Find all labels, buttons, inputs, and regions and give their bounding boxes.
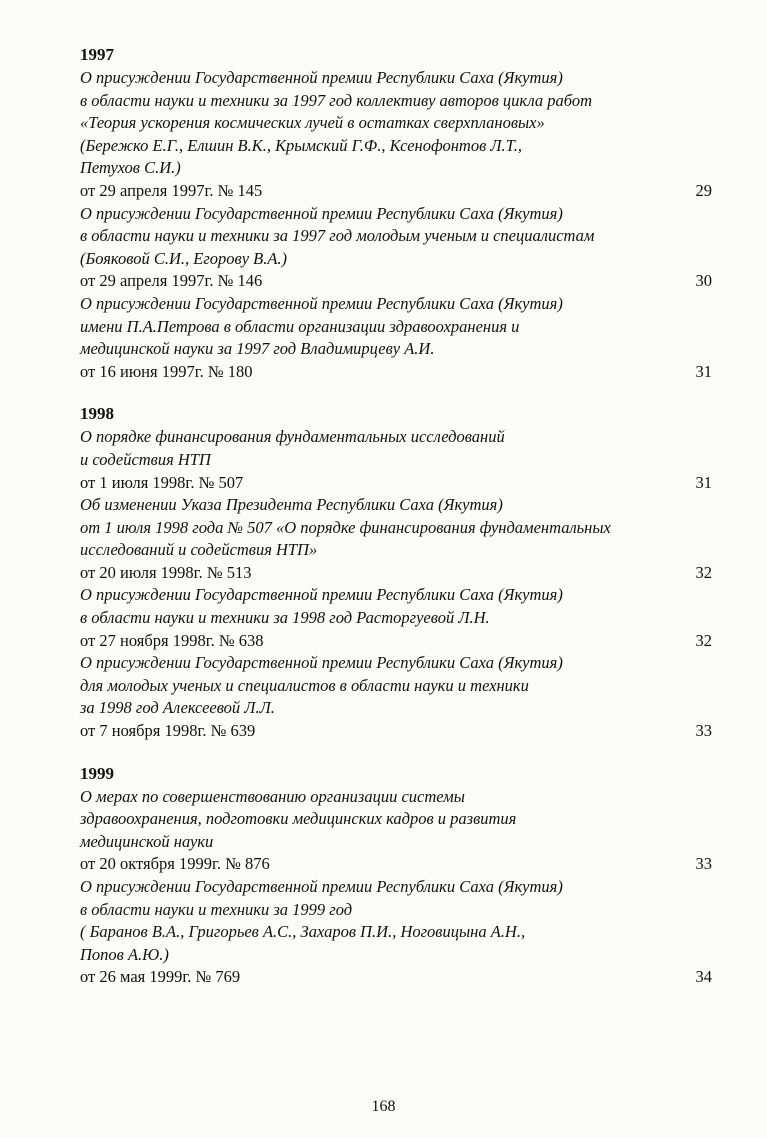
decree-reference xyxy=(80,562,712,585)
decree-reference xyxy=(80,472,712,495)
year-heading: 1999 xyxy=(80,763,114,783)
decree-title-line: медицинской науки xyxy=(80,831,214,851)
decree-title-line: О присуждении Государственной премии Республики Саха (Якутия) xyxy=(80,293,563,313)
decree-entry xyxy=(80,786,712,876)
decree-date-number: от 29 апреля 1997г. № 145 xyxy=(80,180,263,200)
page-number: 168 xyxy=(371,1098,396,1115)
decree-title-line: Петухов С.И.) xyxy=(80,158,181,178)
decree-entry xyxy=(80,494,712,584)
year-section xyxy=(80,44,712,383)
decree-reference xyxy=(80,966,712,989)
page-reference: 32 xyxy=(695,630,712,650)
decree-title-line: Об изменении Указа Президента Республики Саха (Якутия) xyxy=(80,495,503,515)
decree-title xyxy=(80,652,712,720)
decree-title xyxy=(80,293,712,361)
decree-reference xyxy=(80,630,712,653)
decree-title-line: от 1 июля 1998 года № 507 «О порядке финансирования фундаментальных xyxy=(80,517,611,537)
page-reference: 30 xyxy=(695,271,712,291)
decree-title-line: О присуждении Государственной премии Республики Саха (Якутия) xyxy=(80,68,563,87)
decree-title-line: Попов А.Ю.) xyxy=(80,944,169,964)
decree-title-line: в области науки и техники за 1997 год молодым ученым и специалистам xyxy=(80,226,595,246)
decree-title-line: О порядке финансирования фундаментальных исследований xyxy=(80,427,505,447)
page-reference: 31 xyxy=(695,361,712,381)
decree-title xyxy=(80,786,712,854)
page-reference: 34 xyxy=(695,967,712,987)
decree-title xyxy=(80,426,712,471)
decree-title-line: (Бояковой С.И., Егорову В.А.) xyxy=(80,248,288,268)
decree-title xyxy=(80,494,712,562)
page-reference: 31 xyxy=(695,472,712,492)
decree-entry xyxy=(80,584,712,652)
decree-title-line: здравоохранения, подготовки медицинских кадров и развития xyxy=(80,809,517,829)
decree-date-number: от 1 июля 1998г. № 507 xyxy=(80,472,244,492)
decree-title-line: О присуждении Государственной премии Республики Саха (Якутия) xyxy=(80,877,563,896)
page-reference: 33 xyxy=(695,854,712,874)
decree-title xyxy=(80,876,712,966)
decree-date-number: от 16 июня 1997г. № 180 xyxy=(80,361,253,381)
decree-title-line: исследований и содействия НТП» xyxy=(80,540,318,560)
decree-title-line: ( Баранов В.А., Григорьев А.С., Захаров П.И., Ноговицына А.Н., xyxy=(80,922,526,942)
decree-title xyxy=(80,584,712,629)
year-heading: 1998 xyxy=(80,404,114,424)
decree-date-number: от 20 июля 1998г. № 513 xyxy=(80,562,252,582)
page-reference: 33 xyxy=(695,721,712,741)
decree-title-line: за 1998 год Алексеевой Л.Л. xyxy=(80,698,275,718)
decree-reference xyxy=(80,180,712,203)
decree-title xyxy=(80,203,712,271)
decree-title-line: в области науки и техники за 1998 год Расторгуевой Л.Н. xyxy=(80,608,490,628)
decree-reference xyxy=(80,270,712,293)
decree-entry xyxy=(80,203,712,293)
decree-date-number: от 7 ноября 1998г. № 639 xyxy=(80,721,256,741)
decree-entry xyxy=(80,293,712,383)
decree-entry xyxy=(80,876,712,989)
year-section xyxy=(80,763,712,989)
decree-title-line: в области науки и техники за 1997 год коллективу авторов цикла работ xyxy=(80,90,592,110)
decree-title-line: для молодых ученых и специалистов в области науки и техники xyxy=(80,675,529,695)
decree-reference xyxy=(80,361,712,384)
decree-date-number: от 29 апреля 1997г. № 146 xyxy=(80,271,263,291)
decree-title-line: О присуждении Государственной премии Республики Саха (Якутия) xyxy=(80,653,563,673)
decree-title xyxy=(80,67,712,180)
decree-title-line: в области науки и техники за 1999 год xyxy=(80,899,353,919)
page-reference: 29 xyxy=(695,180,712,200)
decree-title-line: (Бережко Е.Г., Елшин В.К., Крымский Г.Ф., Ксенофонтов Л.Т., xyxy=(80,135,523,155)
decree-date-number: от 20 октября 1999г. № 876 xyxy=(80,854,270,874)
decree-reference xyxy=(80,720,712,743)
toc-page xyxy=(80,44,712,1009)
decree-title-line: «Теория ускорения космических лучей в остатках сверхплановых» xyxy=(80,113,545,133)
decree-title-line: О мерах по совершенствованию организации системы xyxy=(80,786,465,806)
decree-date-number: от 26 мая 1999г. № 769 xyxy=(80,967,241,987)
decree-title-line: медицинской науки за 1997 год Владимирцеву А.И. xyxy=(80,339,435,359)
decree-date-number: от 27 ноября 1998г. № 638 xyxy=(80,630,264,650)
decree-title-line: О присуждении Государственной премии Республики Саха (Якутия) xyxy=(80,203,563,223)
year-section xyxy=(80,403,712,742)
decree-entry xyxy=(80,426,712,494)
decree-title-line: и содействия НТП xyxy=(80,449,211,469)
decree-entry xyxy=(80,67,712,203)
decree-title-line: О присуждении Государственной премии Республики Саха (Якутия) xyxy=(80,585,563,605)
decree-reference xyxy=(80,853,712,876)
decree-entry xyxy=(80,652,712,742)
page-reference: 32 xyxy=(695,562,712,582)
decree-title-line: имени П.А.Петрова в области организации здравоохранения и xyxy=(80,316,520,336)
year-heading: 1997 xyxy=(80,45,114,64)
